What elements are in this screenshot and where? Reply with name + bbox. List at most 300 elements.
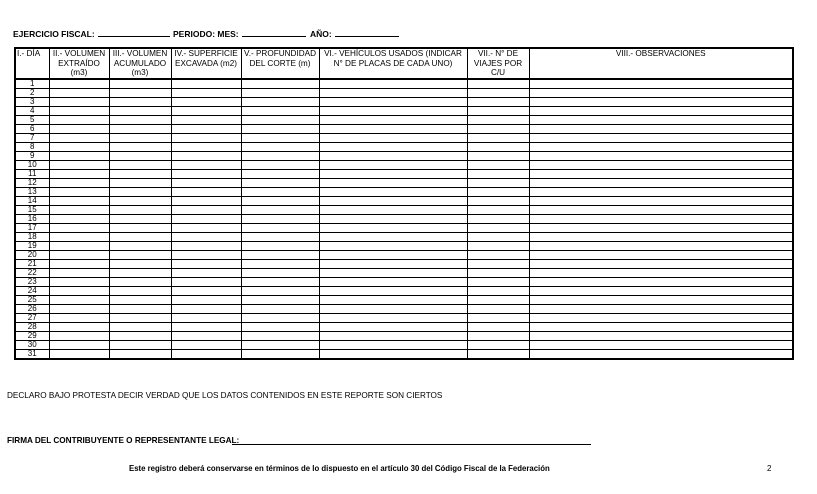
- table-row: [15, 332, 793, 341]
- table-cell[interactable]: [49, 188, 109, 197]
- table-cell[interactable]: [319, 287, 467, 296]
- table-cell[interactable]: [467, 233, 529, 242]
- table-cell[interactable]: [171, 305, 241, 314]
- day-number: 27: [15, 314, 49, 323]
- table-cell[interactable]: [171, 206, 241, 215]
- table-cell[interactable]: [109, 323, 171, 332]
- table-cell[interactable]: [171, 350, 241, 360]
- table-cell[interactable]: [241, 125, 319, 134]
- table-cell[interactable]: [171, 260, 241, 269]
- table-row: [15, 179, 793, 188]
- table-cell[interactable]: [109, 152, 171, 161]
- day-number: 14: [15, 197, 49, 206]
- day-number: 6: [15, 125, 49, 134]
- table-cell[interactable]: [319, 79, 467, 89]
- table-cell[interactable]: [319, 179, 467, 188]
- table-row: [15, 125, 793, 134]
- day-number: 31: [15, 350, 49, 360]
- table-cell[interactable]: [241, 161, 319, 170]
- table-cell[interactable]: [467, 206, 529, 215]
- table-cell[interactable]: [467, 116, 529, 125]
- table-cell[interactable]: [241, 341, 319, 350]
- table-cell[interactable]: [171, 287, 241, 296]
- table-cell[interactable]: [171, 224, 241, 233]
- day-number: 18: [15, 233, 49, 242]
- table-cell[interactable]: [241, 79, 319, 89]
- table-row: [15, 197, 793, 206]
- table-cell[interactable]: [467, 260, 529, 269]
- table-cell[interactable]: [529, 305, 793, 314]
- table-cell[interactable]: [109, 233, 171, 242]
- table-cell[interactable]: [49, 206, 109, 215]
- table-cell[interactable]: [319, 314, 467, 323]
- day-number: 16: [15, 215, 49, 224]
- table-cell[interactable]: [529, 242, 793, 251]
- table-cell[interactable]: [171, 134, 241, 143]
- table-cell[interactable]: [241, 170, 319, 179]
- table-cell[interactable]: [529, 161, 793, 170]
- table-cell[interactable]: [467, 134, 529, 143]
- table-header-row: [15, 48, 793, 79]
- table-row: [15, 98, 793, 107]
- table-cell[interactable]: [109, 116, 171, 125]
- table-row: [15, 206, 793, 215]
- table-cell[interactable]: [467, 305, 529, 314]
- table-cell[interactable]: [49, 233, 109, 242]
- table-cell[interactable]: [467, 269, 529, 278]
- table-row: [15, 260, 793, 269]
- table-cell[interactable]: [109, 143, 171, 152]
- table-cell[interactable]: [171, 125, 241, 134]
- day-number: 4: [15, 107, 49, 116]
- table-cell[interactable]: [171, 296, 241, 305]
- year-blank[interactable]: [335, 28, 399, 37]
- signature-line[interactable]: [232, 444, 591, 445]
- table-cell[interactable]: [241, 305, 319, 314]
- day-number: 11: [15, 170, 49, 179]
- column-header: VII.- N° DE VIAJES POR C/U: [467, 48, 529, 79]
- table-cell[interactable]: [171, 233, 241, 242]
- table-cell[interactable]: [49, 287, 109, 296]
- table-cell[interactable]: [467, 170, 529, 179]
- table-cell[interactable]: [171, 341, 241, 350]
- table-cell[interactable]: [529, 332, 793, 341]
- table-cell[interactable]: [49, 197, 109, 206]
- table-cell[interactable]: [319, 332, 467, 341]
- table-cell[interactable]: [241, 233, 319, 242]
- table-cell[interactable]: [171, 79, 241, 89]
- table-cell[interactable]: [319, 143, 467, 152]
- table-cell[interactable]: [49, 215, 109, 224]
- table-row: [15, 107, 793, 116]
- table-row: [15, 287, 793, 296]
- table-cell[interactable]: [171, 242, 241, 251]
- table-row: [15, 251, 793, 260]
- table-cell[interactable]: [241, 143, 319, 152]
- column-header: VI.- VEHÍCULOS USADOS (INDICAR N° DE PLACAS DE CADA UNO): [319, 48, 467, 79]
- table-row: [15, 79, 793, 89]
- table-row: [15, 314, 793, 323]
- table-cell[interactable]: [109, 161, 171, 170]
- table-cell[interactable]: [171, 152, 241, 161]
- table-cell[interactable]: [467, 323, 529, 332]
- table-row: [15, 188, 793, 197]
- table-cell[interactable]: [241, 242, 319, 251]
- table-cell[interactable]: [49, 224, 109, 233]
- table-cell[interactable]: [171, 278, 241, 287]
- table-cell[interactable]: [319, 152, 467, 161]
- table-cell[interactable]: [49, 260, 109, 269]
- table-cell[interactable]: [467, 188, 529, 197]
- table-cell[interactable]: [319, 161, 467, 170]
- table-cell[interactable]: [529, 89, 793, 98]
- table-cell[interactable]: [319, 215, 467, 224]
- table-cell[interactable]: [171, 269, 241, 278]
- table-row: [15, 143, 793, 152]
- table-cell[interactable]: [109, 98, 171, 107]
- column-header: IV.- SUPERFICIE EXCAVADA (m2): [171, 48, 241, 79]
- day-number: 7: [15, 134, 49, 143]
- day-number: 9: [15, 152, 49, 161]
- table-cell[interactable]: [319, 251, 467, 260]
- table-cell[interactable]: [319, 125, 467, 134]
- table-cell[interactable]: [171, 197, 241, 206]
- table-cell[interactable]: [319, 134, 467, 143]
- table-cell[interactable]: [171, 107, 241, 116]
- table-cell[interactable]: [109, 206, 171, 215]
- table-cell[interactable]: [467, 350, 529, 360]
- table-cell[interactable]: [49, 341, 109, 350]
- table-cell[interactable]: [241, 116, 319, 125]
- table-cell[interactable]: [241, 107, 319, 116]
- table-cell[interactable]: [467, 125, 529, 134]
- table-cell[interactable]: [529, 197, 793, 206]
- table-cell[interactable]: [467, 278, 529, 287]
- column-header: III.- VOLUMEN ACUMULADO (m3): [109, 48, 171, 79]
- day-number: 20: [15, 251, 49, 260]
- table-cell[interactable]: [109, 188, 171, 197]
- table-cell[interactable]: [171, 98, 241, 107]
- table-cell[interactable]: [241, 215, 319, 224]
- table-row: [15, 89, 793, 98]
- declaration-text: DECLARO BAJO PROTESTA DECIR VERDAD QUE LOS DATOS CONTENIDOS EN ESTE REPORTE SON CIERTOS: [7, 391, 443, 400]
- table-row: [15, 170, 793, 179]
- table-cell[interactable]: [49, 125, 109, 134]
- table-row: [15, 233, 793, 242]
- table-cell[interactable]: [467, 341, 529, 350]
- table-cell[interactable]: [319, 242, 467, 251]
- table-cell[interactable]: [49, 98, 109, 107]
- table-cell[interactable]: [467, 215, 529, 224]
- table-cell[interactable]: [109, 79, 171, 89]
- table-cell[interactable]: [467, 296, 529, 305]
- day-number: 13: [15, 188, 49, 197]
- day-number: 19: [15, 242, 49, 251]
- table-cell[interactable]: [49, 179, 109, 188]
- table-cell[interactable]: [241, 287, 319, 296]
- table-cell[interactable]: [319, 260, 467, 269]
- table-row: [15, 242, 793, 251]
- day-number: 10: [15, 161, 49, 170]
- table-cell[interactable]: [529, 170, 793, 179]
- table-cell[interactable]: [109, 179, 171, 188]
- day-number: 26: [15, 305, 49, 314]
- table-cell[interactable]: [171, 251, 241, 260]
- table-cell[interactable]: [171, 188, 241, 197]
- table-cell[interactable]: [171, 161, 241, 170]
- day-number: 29: [15, 332, 49, 341]
- table-cell[interactable]: [467, 251, 529, 260]
- table-row: [15, 134, 793, 143]
- table-cell[interactable]: [319, 107, 467, 116]
- fiscal-year-label: EJERCICIO FISCAL:: [13, 29, 95, 39]
- table-cell[interactable]: [529, 296, 793, 305]
- table-cell[interactable]: [467, 287, 529, 296]
- table-cell[interactable]: [529, 350, 793, 360]
- table-cell[interactable]: [109, 107, 171, 116]
- table-cell[interactable]: [241, 314, 319, 323]
- table-row: [15, 224, 793, 233]
- signature-label: FIRMA DEL CONTRIBUYENTE O REPRESENTANTE LEGAL:: [7, 436, 240, 445]
- period-month-label: PERIODO: MES:: [173, 29, 239, 39]
- table-cell[interactable]: [49, 314, 109, 323]
- table-cell[interactable]: [319, 305, 467, 314]
- column-header: VIII.- OBSERVACIONES: [529, 48, 793, 79]
- table-row: [15, 161, 793, 170]
- table-cell[interactable]: [109, 125, 171, 134]
- table-cell[interactable]: [319, 224, 467, 233]
- table-cell[interactable]: [171, 143, 241, 152]
- table-cell[interactable]: [49, 79, 109, 89]
- day-number: 22: [15, 269, 49, 278]
- table-row: [15, 341, 793, 350]
- column-header: V.- PROFUNDIDAD DEL CORTE (m): [241, 48, 319, 79]
- table-cell[interactable]: [529, 341, 793, 350]
- table-cell[interactable]: [319, 89, 467, 98]
- table-cell[interactable]: [49, 242, 109, 251]
- table-cell[interactable]: [319, 170, 467, 179]
- table-cell[interactable]: [467, 161, 529, 170]
- column-header: II.- VOLUMEN EXTRAÍDO (m3): [49, 48, 109, 79]
- table-cell[interactable]: [49, 332, 109, 341]
- table-cell[interactable]: [319, 341, 467, 350]
- table-cell[interactable]: [109, 242, 171, 251]
- table-cell[interactable]: [319, 278, 467, 287]
- table-cell[interactable]: [241, 269, 319, 278]
- table-cell[interactable]: [319, 233, 467, 242]
- fiscal-year-field: [13, 28, 170, 39]
- table-cell[interactable]: [529, 107, 793, 116]
- table-cell[interactable]: [467, 314, 529, 323]
- table-cell[interactable]: [241, 278, 319, 287]
- table-cell[interactable]: [319, 188, 467, 197]
- table-cell[interactable]: [241, 152, 319, 161]
- day-number: 8: [15, 143, 49, 152]
- table-cell[interactable]: [529, 98, 793, 107]
- table-cell[interactable]: [529, 323, 793, 332]
- table-cell[interactable]: [467, 79, 529, 89]
- table-cell[interactable]: [241, 251, 319, 260]
- table-cell[interactable]: [241, 350, 319, 360]
- table-cell[interactable]: [171, 89, 241, 98]
- table-cell[interactable]: [171, 332, 241, 341]
- table-cell[interactable]: [49, 278, 109, 287]
- table-cell[interactable]: [109, 305, 171, 314]
- table-cell[interactable]: [109, 350, 171, 360]
- table-cell[interactable]: [171, 314, 241, 323]
- table-cell[interactable]: [49, 107, 109, 116]
- table-cell[interactable]: [171, 323, 241, 332]
- table-cell[interactable]: [241, 89, 319, 98]
- table-cell[interactable]: [467, 197, 529, 206]
- day-number: 3: [15, 98, 49, 107]
- page-number: 2: [767, 464, 772, 473]
- table-row: [15, 296, 793, 305]
- table-cell[interactable]: [109, 332, 171, 341]
- table-cell[interactable]: [241, 188, 319, 197]
- table-cell[interactable]: [241, 260, 319, 269]
- table-cell[interactable]: [529, 206, 793, 215]
- table-cell[interactable]: [49, 296, 109, 305]
- day-number: 25: [15, 296, 49, 305]
- table-cell[interactable]: [529, 179, 793, 188]
- table-cell[interactable]: [109, 260, 171, 269]
- table-cell[interactable]: [529, 143, 793, 152]
- table-row: [15, 305, 793, 314]
- table-row: [15, 350, 793, 360]
- table-cell[interactable]: [529, 260, 793, 269]
- day-number: 24: [15, 287, 49, 296]
- table-cell[interactable]: [241, 224, 319, 233]
- table-cell[interactable]: [109, 89, 171, 98]
- period-month-blank[interactable]: [242, 28, 306, 37]
- table-cell[interactable]: [171, 170, 241, 179]
- table-cell[interactable]: [529, 134, 793, 143]
- table-cell[interactable]: [467, 143, 529, 152]
- table-cell[interactable]: [171, 215, 241, 224]
- table-cell[interactable]: [109, 287, 171, 296]
- table-row: [15, 278, 793, 287]
- table-cell[interactable]: [529, 287, 793, 296]
- table-cell[interactable]: [529, 215, 793, 224]
- table-cell[interactable]: [467, 152, 529, 161]
- table-cell[interactable]: [529, 278, 793, 287]
- table-cell[interactable]: [241, 206, 319, 215]
- table-cell[interactable]: [109, 296, 171, 305]
- table-cell[interactable]: [49, 305, 109, 314]
- period-month-field: [173, 28, 306, 39]
- table-cell[interactable]: [241, 197, 319, 206]
- table-cell[interactable]: [241, 179, 319, 188]
- day-number: 1: [15, 79, 49, 89]
- table-cell[interactable]: [529, 251, 793, 260]
- table-cell[interactable]: [171, 179, 241, 188]
- table-cell[interactable]: [529, 188, 793, 197]
- table-cell[interactable]: [109, 224, 171, 233]
- table-row: [15, 215, 793, 224]
- table-row: [15, 152, 793, 161]
- table-cell[interactable]: [109, 134, 171, 143]
- table-cell[interactable]: [241, 332, 319, 341]
- table-cell[interactable]: [49, 269, 109, 278]
- table-cell[interactable]: [319, 197, 467, 206]
- table-cell[interactable]: [171, 116, 241, 125]
- table-cell[interactable]: [109, 251, 171, 260]
- table-cell[interactable]: [319, 296, 467, 305]
- table-cell[interactable]: [529, 79, 793, 89]
- table-cell[interactable]: [467, 242, 529, 251]
- table-cell[interactable]: [241, 98, 319, 107]
- footer-note: Este registro deberá conservarse en términos de lo dispuesto en el artículo 30 del Código Fiscal de la Federación: [129, 464, 550, 473]
- table-cell[interactable]: [49, 170, 109, 179]
- table-cell[interactable]: [319, 269, 467, 278]
- day-number: 21: [15, 260, 49, 269]
- table-cell[interactable]: [467, 98, 529, 107]
- table-cell[interactable]: [529, 224, 793, 233]
- day-number: 17: [15, 224, 49, 233]
- table-cell[interactable]: [109, 197, 171, 206]
- table-row: [15, 323, 793, 332]
- table-cell[interactable]: [467, 179, 529, 188]
- table-cell[interactable]: [49, 251, 109, 260]
- daily-extraction-table: [14, 47, 794, 360]
- table-cell[interactable]: [49, 116, 109, 125]
- table-cell[interactable]: [319, 323, 467, 332]
- column-header: I.- DÍA: [15, 48, 49, 79]
- year-field: [310, 28, 399, 39]
- table-cell[interactable]: [467, 224, 529, 233]
- table-cell[interactable]: [109, 170, 171, 179]
- day-number: 28: [15, 323, 49, 332]
- table-cell[interactable]: [467, 107, 529, 116]
- day-number: 5: [15, 116, 49, 125]
- table-cell[interactable]: [319, 206, 467, 215]
- table-cell[interactable]: [49, 152, 109, 161]
- table-cell[interactable]: [241, 296, 319, 305]
- table-cell[interactable]: [241, 134, 319, 143]
- table-cell[interactable]: [109, 215, 171, 224]
- table-cell[interactable]: [319, 98, 467, 107]
- day-number: 23: [15, 278, 49, 287]
- table-cell[interactable]: [529, 314, 793, 323]
- table-cell[interactable]: [109, 269, 171, 278]
- table-cell[interactable]: [467, 89, 529, 98]
- table-cell[interactable]: [109, 278, 171, 287]
- table-cell[interactable]: [49, 143, 109, 152]
- table-cell[interactable]: [109, 341, 171, 350]
- table-cell[interactable]: [49, 89, 109, 98]
- table-cell[interactable]: [49, 323, 109, 332]
- table-cell[interactable]: [529, 152, 793, 161]
- table-row: [15, 269, 793, 278]
- day-number: 30: [15, 341, 49, 350]
- table-cell[interactable]: [49, 134, 109, 143]
- table-cell[interactable]: [529, 233, 793, 242]
- day-number: 15: [15, 206, 49, 215]
- day-number: 12: [15, 179, 49, 188]
- table-cell[interactable]: [241, 323, 319, 332]
- table-cell[interactable]: [49, 350, 109, 360]
- table-cell[interactable]: [529, 116, 793, 125]
- table-cell[interactable]: [319, 116, 467, 125]
- fiscal-year-blank[interactable]: [98, 28, 170, 37]
- table-cell[interactable]: [467, 332, 529, 341]
- table-cell[interactable]: [49, 161, 109, 170]
- table-cell[interactable]: [529, 269, 793, 278]
- table-cell[interactable]: [109, 314, 171, 323]
- table-cell[interactable]: [319, 350, 467, 360]
- table-cell[interactable]: [529, 125, 793, 134]
